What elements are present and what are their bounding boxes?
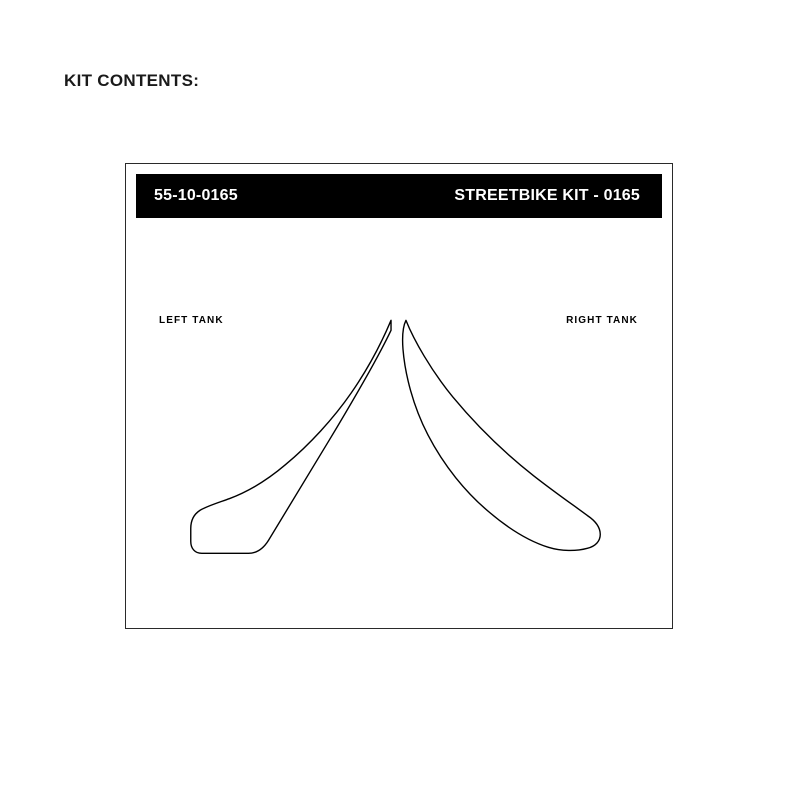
left-tank-shape	[191, 320, 391, 553]
kit-part-number: 55-10-0165	[154, 187, 238, 204]
kit-name: STREETBIKE KIT - 0165	[454, 187, 640, 204]
tank-parts-diagram	[126, 164, 672, 628]
right-tank-label: RIGHT TANK	[566, 315, 638, 326]
page-title: KIT CONTENTS:	[64, 71, 200, 90]
left-tank-label: LEFT TANK	[159, 315, 224, 326]
kit-contents-panel	[125, 163, 673, 629]
right-tank-shape	[403, 320, 601, 550]
